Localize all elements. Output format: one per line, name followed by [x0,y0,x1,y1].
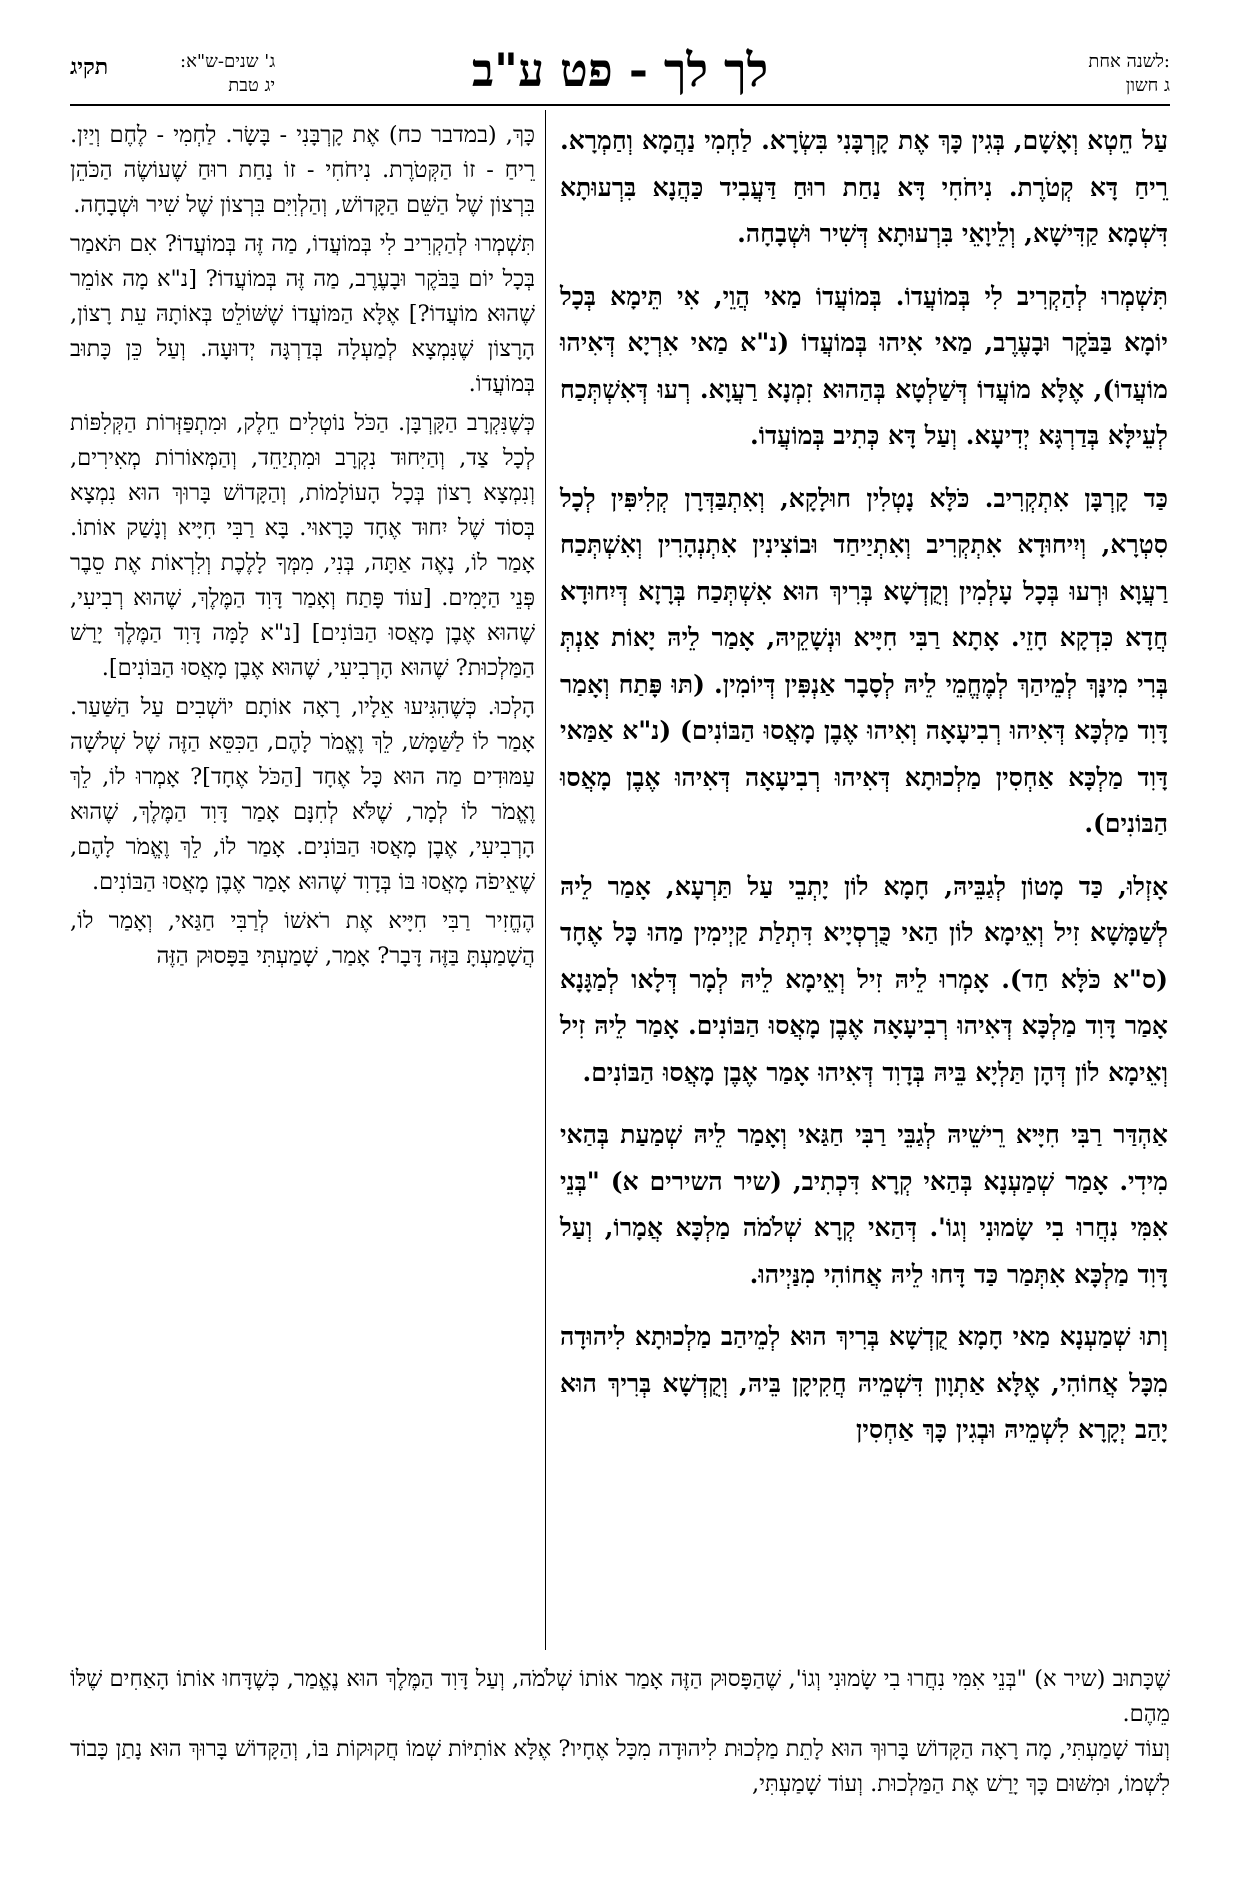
bottom-translation [70,1662,1170,1802]
schedule-one-year-label: לשנה אחת: [1088,51,1170,72]
page-title: לך לך - פט ע"ב [471,43,769,97]
translation-paragraph: כָּךְ, (במדבר כח) אֶת קָרְבָּנִי - בָּשָׂר. לַחְמִי - לֶחֶם וְיַיִן. רֵיחַ - זוֹ הַקְּטֹרֶת. נִיחֹחִי - זוֹ נַחַת רוּחַ שֶׁעוֹשֶׂה הַכֹּהֵן בִּרְצוֹן שֶׁל הַשֵּׁם הַקָּדוֹשׁ, וְהַלְוִיִּם בִּרְצוֹן שֶׁל שִׁיר וּשְׁבָחָה. [70,122,535,218]
page-header [70,42,1170,104]
aramaic-column [560,118,1168,1470]
bottom-paragraph: וְעוֹד שָׁמַעְתִּי, מָה רָאָה הַקָּדוֹשׁ בָּרוּךְ הוּא לָתֵת מַלְכוּת לִיהוּדָה מִכָּל אֶחָיו? אֶלָּא אוֹתִיּוֹת שְׁמוֹ חֲקוּקוֹת בּוֹ, וְהַקָּדוֹשׁ בָּרוּךְ הוּא נָתַן כָּבוֹד לִשְׁמוֹ, וּמִשּׁוּם כָּךְ יָרַשׁ אֶת הַמַּלְכוּת. וְעוֹד שָׁמַעְתִּי, [70,1736,1170,1797]
schedule-three-years-label: ג' שנים-ש"א: [180,51,276,72]
bottom-paragraph: שֶׁכָּתוּב (שיר א) "בְּנֵי אִמִּי נִחֲרוּ בִי שָׂמוּנִי וְגוֹ', שֶׁהַפָּסוּק הַזֶּה אָמַר אוֹתוֹ שְׁלֹמֹה, וְעַל דָּוִד הַמֶּלֶךְ הוּא נֶאֱמַר, כְּשֶׁדָּחוּ אוֹתוֹ הָאַחִים שֶׁלּוֹ מֵהֶם. [70,1666,1170,1727]
aramaic-paragraph: כַּד קָרְבָּן אִתְקְרִיב. כֹּלָּא נָטְלִין חוּלָקָא, וְאִתְבַּדְּרָן קְלִיפִּין לְכָל סִטְרָא, וְיִיחוּדָא אִתְקְרִיב וְאִתְיַיחַד וּבוֹצִינִין אִתְנְהָרִין וְאִשְׁתְּכַח רַעֲוָא וּרְעוּ בְּכָל עָלְמִין וְקֻדְשָׁא בְּרִיךְ הוּא אִשְׁתְּכַח בְּרָזָא דְּיִחוּדָא חֲדָא כִּדְקָא חָזֵי. אָתָא רַבִּי חִיָּיא וּנְשָׁקֵיהּ, אָמַר לֵיהּ יָאוֹת אַנְתְּ בְּרִי מִינָּךְ לְמֵיהַךְ לְמֶחֱמֵי לֵיהּ לְסָבָר אַנְפִּין דְּיוֹמִין. (תּוּ פָּתַח וְאָמַר דָּוִד מַלְכָּא דְּאִיהוּ רְבִיעָאָה וְאִיהוּ אֶבֶן מָאֲסוּ הַבּוֹנִים) (נ"א אַמַּאי דָּוִד מַלְכָּא אַחְסִין מַלְכוּתָא דְּאִיהוּ רְבִיעָאָה דְּאִיהוּ אֶבֶן מָאֲסוּ הַבּוֹנִים). [560,483,1168,838]
hebrew-translation-column [70,118,535,978]
translation-paragraph: הֶחֱזִיר רַבִּי חִיָּיא אֶת רֹאשׁוֹ לְרַבִּי חַגַּאי, וְאָמַר לוֹ, הֲשָׁמַעְתָּ בַּזֶּה דָּבָר? אָמַר, שָׁמַעְתִּי בַּפָּסוּק הַזֶּה [70,908,535,969]
header-divider [70,104,1170,106]
page-number: תקיג [70,54,109,80]
schedule-one-year [1088,50,1170,98]
aramaic-paragraph: עַל חֵטְא וְאָשָׁם, בְּגִין כָּךְ אֶת קָרְבָּנִי בִּשְׂרָא. לַחְמִי נַהֲמָא וְחַמְרָא. רֵיחַ דָּא קְטֹרֶת. נִיחֹחִי דָּא נַחַת רוּחַ דַּעֲבִיד כַּהֲנָא בִּרְעוּתָא דִּשְׁמָא קַדִּישָׁא, וְלֵיוָאֵי בִּרְעוּתָא דְּשִׁיר וּשְׁבָחָה. [560,126,1168,248]
translation-paragraph: הָלְכוּ. כְּשֶׁהִגִּיעוּ אֵלָיו, רָאָה אוֹתָם יוֹשְׁבִים עַל הַשַּׁעַר. אָמַר לוֹ לַשַּׁמָּשׁ, לֵךְ וֶאֱמֹר לָהֶם, הַכִּסֵּא הַזֶּה שֶׁל שְׁלֹשָׁה עַמּוּדִים מַה הוּא כָּל אֶחָד [הַכֹּל אֶחָד]? אָמְרוּ לוֹ, לֵךְ וֶאֱמֹר לוֹ לְמָר, שֶׁלֹּא לְחִנָּם אָמַר דָּוִד הַמֶּלֶךְ, שֶׁהוּא הָרְבִיעִי, אֶבֶן מָאֲסוּ הַבּוֹנִים. אָמַר לוֹ, לֵךְ וֶאֱמֹר לָהֶם, שֶׁאֵיפֹה מָאֲסוּ בּוֹ בְּדָוִד שֶׁהוּא אָמַר אֶבֶן מָאֲסוּ הַבּוֹנִים. [70,694,535,895]
aramaic-paragraph: אַהְדַּר רַבִּי חִיָּיא רֵישֵׁיהּ לְגַבֵּי רַבִּי חַגַּאי וְאָמַר לֵיהּ שְׁמַעַת בְּהַאי מִידִי. אָמַר שְׁמַעְנָא בְּהַאי קְרָא דִּכְתִיב, (שיר השירים א) "בְּנֵי אִמִּי נִחֲרוּ בִי שָׂמוּנִי וְגוֹ'. דְּהַאי קְרָא שְׁלֹמֹה מַלְכָּא אֲמָרוֹ, וְעַל דָּוִד מַלְכָּא אִתְּמַר כַּד דָּחוּ לֵיהּ אֲחוֹהִי מִנַּיְיהוּ. [560,1120,1168,1289]
aramaic-paragraph: וְתוּ שְׁמַעְנָא מַאי חָמָא קֻדְשָׁא בְּרִיךְ הוּא לְמֵיהַב מַלְכוּתָא לִיהוּדָה מִכָּל אֲחוֹהִי, אֶלָּא אַתְוָון דִּשְׁמֵיהּ חֲקִיקָן בֵּיהּ, וְקֻדְשָׁא בְּרִיךְ הוּא יָהַב יְקָרָא לִשְׁמֵיהּ וּבְגִין כָּךְ אַחְסִין [560,1322,1168,1444]
column-divider [545,110,546,1650]
schedule-three-years-date: יג טבת [228,75,276,96]
schedule-one-year-date: ג חשון [1125,75,1170,96]
translation-paragraph: תִּשְׁמְרוּ לְהַקְרִיב לִי בְּמוֹעֲדוֹ, מַה זֶּה בְּמוֹעֲדוֹ? אִם תֹּאמַר בְּכָל יוֹם בַּבֹּקֶר וּבָעֶרֶב, מַה זֶּה בְּמוֹעֲדוֹ? [נ"א מָה אוֹמֵר שֶׁהוּא מוֹעֲדוֹ?] אֶלָּא הַמּוֹעֲדוֹ שֶׁשּׁוֹלֵט בְּאוֹתָהּ עֵת רָצוֹן, הָרָצוֹן שֶׁנִּמְצָא לְמַעְלָה בְּדַרְגָּה יְדוּעָה. וְעַל כֵּן כָּתוּב בְּמוֹעֲדוֹ. [70,231,535,397]
aramaic-paragraph: אָזְלוּ, כַּד מָטוֹן לְגַבֵּיהּ, חָמָא לוֹן יָתְבֵי עַל תַּרְעָא, אָמַר לֵיהּ לְשַׁמָּשָׁא זִיל וְאֵימָא לוֹן הַאי כֻּרְסְיָיא דִּתְלַת קַיְימִין מַהוּ כָּל אֶחָד (ס"א כֹּלָּא חַד). אָמְרוּ לֵיהּ זִיל וְאֵימָא לֵיהּ לְמָר דְּלָאו לְמַגָּנָא אָמַר דָּוִד מַלְכָּא דְּאִיהוּ רְבִיעָאָה אֶבֶן מָאֲסוּ הַבּוֹנִים. אָמַר לֵיהּ זִיל וְאֵימָא לוֹן דְּהָן תַּלְיָא בֵּיהּ בְּדָוִד דְּאִיהוּ אָמַר אֶבֶן מָאֲסוּ הַבּוֹנִים. [560,871,1168,1087]
aramaic-paragraph: תִּשְׁמְרוּ לְהַקְרִיב לִי בְּמוֹעֲדוֹ. בְּמוֹעֲדוֹ מַאי הֲוֵי, אִי תֵּימָא בְּכָל יוֹמָא בַּבֹּקֶר וּבָעֶרֶב, מַאי אִיהוּ בְּמוֹעֲדוֹ (נ"א מַאי אִרְיָא דְּאִיהוּ מוֹעֲדוֹ), אֶלָּא מוֹעֲדוֹ דְּשַׁלְטָא בְּהַהוּא זִמְנָא רַעֲוָא. רְעוּ דְּאִשְׁתְּכַח לְעֵילָּא בְּדַרְגָּא יְדִיעָא. וְעַל דָּא כְּתִיב בְּמוֹעֲדוֹ. [560,281,1168,450]
translation-paragraph: כְּשֶׁנִּקְרָב הַקָּרְבָּן. הַכֹּל נוֹטְלִים חֵלֶק, וּמִתְפַּזְּרוֹת הַקְּלִפּוֹת לְכָל צַד, וְהַיִּחוּד נִקְרָב וּמִתְיַחֵד, וְהַמְּאוֹרוֹת מְאִירִים, וְנִמְצָא רָצוֹן בְּכָל הָעוֹלָמוֹת, וְהַקָּדוֹשׁ בָּרוּךְ הוּא נִמְצָא בְּסוֹד שֶׁל יִחוּד אֶחָד כָּרָאוּי. בָּא רַבִּי חִיָּיא וְנָשַׁק אוֹתוֹ. אָמַר לוֹ, נָאֶה אַתָּה, בְּנִי, מִמְּךָ לָלֶכֶת וְלִרְאוֹת אֶת סֵבֶר פְּנֵי הַיָּמִים. [עוֹד פָּתַח וְאָמַר דָּוִד הַמֶּלֶךְ, שֶׁהוּא רְבִיעִי, שֶׁהוּא אֶבֶן מָאֲסוּ הַבּוֹנִים] [נ"א לָמָּה דָּוִד הַמֶּלֶךְ יָרַשׁ הַמַּלְכוּת? שֶׁהוּא הָרְבִיעִי, שֶׁהוּא אֶבֶן מָאֲסוּ הַבּוֹנִים]. [70,410,535,681]
